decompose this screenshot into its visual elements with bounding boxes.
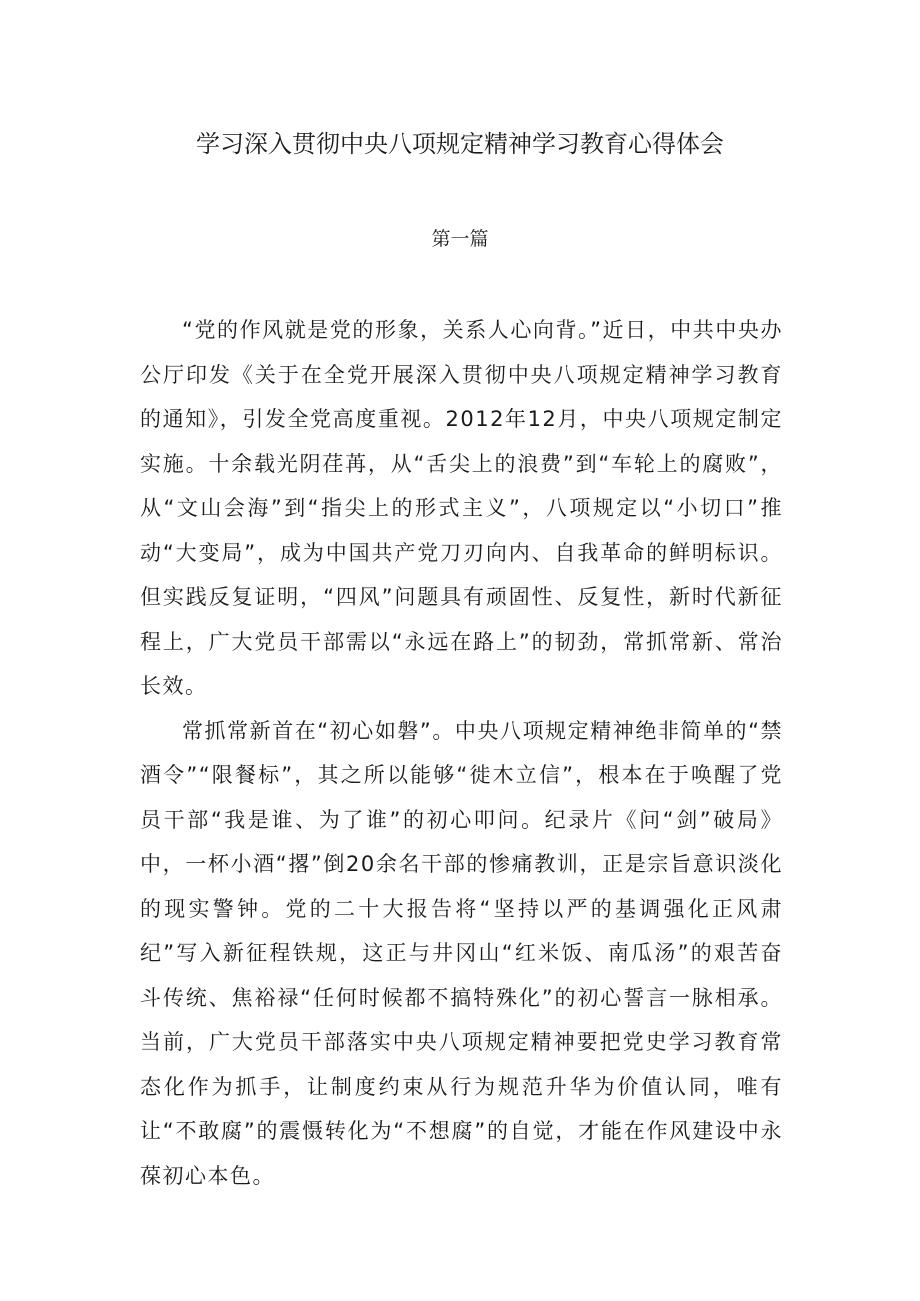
document-body <box>140 308 783 1198</box>
paragraph-1: “党的作风就是党的形象，关系人心向背。”近日，中共中央办公厅印发《关于在全党开展深入贯彻中央八项规定精神学习教育的通知》，引发全党高度重视。2012年12月，中央八项规定制定实施。十余载光阴荏苒，从“舌尖上的浪费”到“车轮上的腐败”，从“文山会海”到“指尖上的形式主义”，八项规定以“小切口”推动“大变局”，成为中国共产党刀刃向内、自我革命的鲜明标识。但实践反复证明，“四风”问题具有顽固性、反复性，新时代新征程上，广大党员干部需以“永远在路上”的韧劲，常抓常新、常治长效。 <box>140 318 783 698</box>
paragraph-2: 常抓常新首在“初心如磐”。中央八项规定精神绝非简单的“禁酒令”“限餐标”，其之所以能够“徙木立信”，根本在于唤醒了党员干部“我是谁、为了谁”的初心叩问。纪录片《问“剑”破局》中，一杯小酒“撂”倒20余名干部的惨痛教训，正是宗旨意识淡化的现实警钟。党的二十大报告将“坚持以严的基调强化正风肃纪”写入新征程铁规，这正与井冈山“红米饭、南瓜汤”的艰苦奋斗传统、焦裕禄“任何时候都不搞特殊化”的初心誓言一脉相承。当前，广大党员干部落实中央八项规定精神要把党史学习教育常态化作为抓手，让制度约束从行为规范升华为价值认同，唯有让“不敢腐”的震慑转化为“不想腐”的自觉，才能在作风建设中永葆初心本色。 <box>140 718 783 1188</box>
section-heading: 第一篇 <box>431 228 489 250</box>
document-title: 学习深入贯彻中央八项规定精神学习教育心得体会 <box>196 130 724 158</box>
